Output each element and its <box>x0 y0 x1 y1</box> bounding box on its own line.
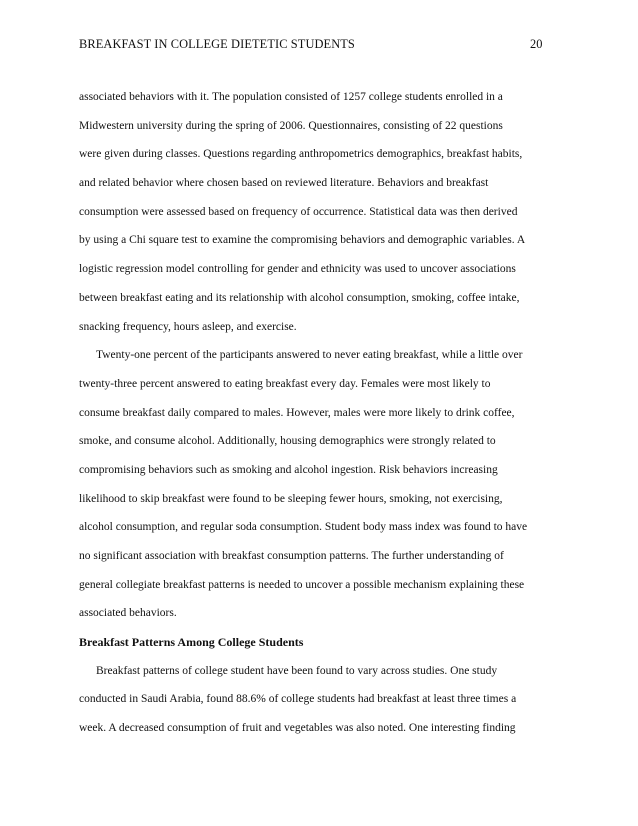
text-line: compromising behaviors such as smoking and alcohol ingestion. Risk behaviors increasing <box>79 463 498 476</box>
running-head: BREAKFAST IN COLLEGE DIETETIC STUDENTS <box>79 37 355 51</box>
text-line: logistic regression model controlling for gender and ethnicity was used to uncover associations <box>79 263 516 276</box>
text-line: between breakfast eating and its relationship with alcohol consumption, smoking, coffee intake, <box>79 291 520 304</box>
text-line: general collegiate breakfast patterns is needed to uncover a possible mechanism explaining these <box>79 578 525 591</box>
text-line: Twenty-one percent of the participants answered to never eating breakfast, while a little over <box>96 349 523 362</box>
text-line: consumption were assessed based on frequency of occurrence. Statistical data was then derived <box>79 205 518 218</box>
section-heading: Breakfast Patterns Among College Students <box>79 635 304 650</box>
text-line: Breakfast patterns of college student have been found to vary across studies. One study <box>96 664 498 677</box>
text-line: no significant association with breakfast consumption patterns. The further understanding of <box>79 550 504 562</box>
text-line: smoke, and consume alcohol. Additionally, housing demographics were strongly related to <box>79 435 496 448</box>
text-line: snacking frequency, hours asleep, and exercise. <box>79 320 297 333</box>
text-line: consume breakfast daily compared to males. However, males were more likely to drink coffee, <box>79 406 515 419</box>
text-line: week. A decreased consumption of fruit and vegetables was also noted. One interesting finding <box>79 722 516 735</box>
text-line: and related behavior where chosen based on reviewed literature. Behaviors and breakfast <box>79 177 489 190</box>
text-line: associated behaviors with it. The population consisted of 1257 college students enrolled in a <box>79 91 503 103</box>
text-line: Midwestern university during the spring of 2006. Questionnaires, consisting of 22 questions <box>79 119 503 132</box>
text-line: associated behaviors. <box>79 607 177 620</box>
text-line: by using a Chi square test to examine the compromising behaviors and demographic variables. A <box>79 234 526 247</box>
body-text <box>79 88 559 748</box>
text-line: twenty-three percent answered to eating breakfast every day. Females were most likely to <box>79 377 491 390</box>
text-line: alcohol consumption, and regular soda consumption. Student body mass index was found to have <box>79 521 528 534</box>
text-line: were given during classes. Questions regarding anthropometrics demographics, breakfast habits, <box>79 148 523 161</box>
page-number: 20 <box>530 37 543 51</box>
text-line: likelihood to skip breakfast were found to be sleeping fewer hours, smoking, not exercising, <box>79 492 503 505</box>
text-line: conducted in Saudi Arabia, found 88.6% of college students had breakfast at least three times a <box>79 693 517 706</box>
